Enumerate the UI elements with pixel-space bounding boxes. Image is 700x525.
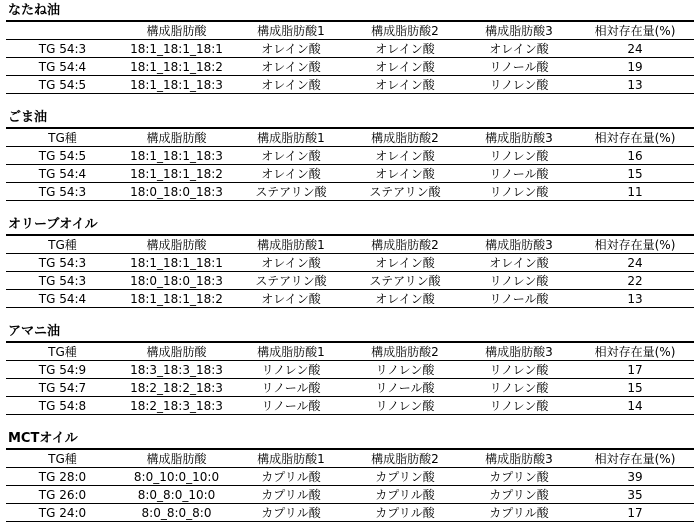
column-header: 相対存在量(%)	[576, 449, 694, 468]
oil-section	[6, 323, 694, 415]
column-header: 構成脂肪酸3	[462, 128, 576, 147]
column-header: 相対存在量(%)	[576, 128, 694, 147]
table-cell: リノール酸	[462, 290, 576, 308]
table-cell: リノール酸	[462, 165, 576, 183]
table-cell: カプリル酸	[462, 504, 576, 522]
table-cell: リノレン酸	[462, 361, 576, 379]
column-header: 構成脂肪酸	[119, 342, 234, 361]
table-cell: リノレン酸	[462, 183, 576, 201]
column-header: 構成脂肪酸	[119, 21, 234, 40]
table-cell: TG 54:8	[6, 397, 119, 415]
table-cell: 18:2_18:2_18:3	[119, 379, 234, 397]
table-cell: カプリル酸	[348, 504, 462, 522]
table-cell: TG 54:3	[6, 183, 119, 201]
header-row	[6, 449, 694, 468]
column-header: 構成脂肪酸2	[348, 128, 462, 147]
table-cell: オレイン酸	[234, 254, 348, 272]
header-row	[6, 342, 694, 361]
table-cell: TG 54:3	[6, 40, 119, 58]
table-cell: 14	[576, 397, 694, 415]
triglyceride-table	[6, 448, 694, 522]
table-cell: リノール酸	[234, 379, 348, 397]
table-cell: 24	[576, 40, 694, 58]
table-cell: カプリン酸	[348, 468, 462, 486]
table-cell: 8:0_8:0_10:0	[119, 486, 234, 504]
oil-section	[6, 109, 694, 201]
table-cell: TG 54:4	[6, 58, 119, 76]
column-header: TG種	[6, 342, 119, 361]
table-cell: 11	[576, 183, 694, 201]
table-cell: オレイン酸	[462, 40, 576, 58]
column-header: 構成脂肪酸1	[234, 128, 348, 147]
table-cell: TG 24:0	[6, 504, 119, 522]
header-row	[6, 235, 694, 254]
table-cell: リノール酸	[462, 58, 576, 76]
table-cell: 15	[576, 379, 694, 397]
column-header: 構成脂肪酸3	[462, 342, 576, 361]
table-cell: 18:1_18:1_18:2	[119, 165, 234, 183]
table-cell: リノレン酸	[234, 361, 348, 379]
table-cell: 17	[576, 361, 694, 379]
column-header: 構成脂肪酸	[119, 449, 234, 468]
table-cell: ステアリン酸	[234, 183, 348, 201]
header-row	[6, 21, 694, 40]
table-cell: リノレン酸	[462, 272, 576, 290]
table-cell: カプリル酸	[234, 486, 348, 504]
table-cell: オレイン酸	[234, 290, 348, 308]
table-cell: 19	[576, 58, 694, 76]
table-cell: カプリン酸	[462, 468, 576, 486]
section-title: オリーブオイル	[8, 217, 98, 232]
table-cell: TG 54:5	[6, 147, 119, 165]
table-cell: オレイン酸	[234, 165, 348, 183]
table-cell: 8:0_8:0_8:0	[119, 504, 234, 522]
table-row	[6, 361, 694, 379]
column-header: 構成脂肪酸1	[234, 342, 348, 361]
table-cell: オレイン酸	[348, 76, 462, 94]
table-cell: 8:0_10:0_10:0	[119, 468, 234, 486]
table-cell: カプリン酸	[462, 486, 576, 504]
table-cell: 18:3_18:3_18:3	[119, 361, 234, 379]
table-row	[6, 183, 694, 201]
table-cell: 16	[576, 147, 694, 165]
section-title: なたね油	[8, 3, 61, 18]
table-row	[6, 58, 694, 76]
table-cell: リノール酸	[234, 397, 348, 415]
table-cell: オレイン酸	[348, 290, 462, 308]
section-title: ごま油	[8, 110, 48, 125]
column-header: 相対存在量(%)	[576, 235, 694, 254]
column-header: TG種	[6, 128, 119, 147]
table-row	[6, 504, 694, 522]
table-row	[6, 397, 694, 415]
table-row	[6, 147, 694, 165]
column-header: 構成脂肪酸3	[462, 235, 576, 254]
table-row	[6, 468, 694, 486]
column-header: 構成脂肪酸3	[462, 449, 576, 468]
table-cell: TG 26:0	[6, 486, 119, 504]
table-cell: 22	[576, 272, 694, 290]
table-cell: TG 54:9	[6, 361, 119, 379]
table-cell: リノレン酸	[348, 361, 462, 379]
column-header: 構成脂肪酸2	[348, 235, 462, 254]
column-header: 構成脂肪酸3	[462, 21, 576, 40]
oil-section	[6, 430, 694, 522]
table-cell: 18:1_18:1_18:3	[119, 147, 234, 165]
header-row	[6, 128, 694, 147]
table-row	[6, 272, 694, 290]
column-header	[6, 21, 119, 40]
table-cell: 35	[576, 486, 694, 504]
column-header: 構成脂肪酸2	[348, 449, 462, 468]
table-cell: 17	[576, 504, 694, 522]
table-cell: 18:1_18:1_18:3	[119, 76, 234, 94]
table-cell: 18:0_18:0_18:3	[119, 272, 234, 290]
column-header: 構成脂肪酸1	[234, 235, 348, 254]
table-row	[6, 76, 694, 94]
table-cell: TG 54:4	[6, 165, 119, 183]
table-cell: ステアリン酸	[348, 272, 462, 290]
table-cell: オレイン酸	[234, 76, 348, 94]
table-cell: TG 54:3	[6, 254, 119, 272]
column-header: 相対存在量(%)	[576, 342, 694, 361]
table-cell: 39	[576, 468, 694, 486]
section-title: MCTオイル	[8, 431, 78, 446]
table-cell: ステアリン酸	[234, 272, 348, 290]
table-row	[6, 40, 694, 58]
table-cell: オレイン酸	[234, 147, 348, 165]
table-cell: オレイン酸	[348, 147, 462, 165]
column-header: 構成脂肪酸1	[234, 21, 348, 40]
table-cell: 18:1_18:1_18:2	[119, 58, 234, 76]
column-header: 構成脂肪酸2	[348, 342, 462, 361]
column-header: 相対存在量(%)	[576, 21, 694, 40]
column-header: 構成脂肪酸2	[348, 21, 462, 40]
table-cell: リノレン酸	[462, 379, 576, 397]
table-cell: 15	[576, 165, 694, 183]
table-cell: リノレン酸	[462, 147, 576, 165]
column-header: 構成脂肪酸	[119, 128, 234, 147]
table-cell: リノール酸	[348, 379, 462, 397]
table-cell: 18:0_18:0_18:3	[119, 183, 234, 201]
table-cell: オレイン酸	[348, 165, 462, 183]
column-header: TG種	[6, 449, 119, 468]
triglyceride-table	[6, 127, 694, 201]
table-cell: リノレン酸	[462, 397, 576, 415]
table-cell: オレイン酸	[348, 254, 462, 272]
table-row	[6, 165, 694, 183]
table-cell: 18:2_18:3_18:3	[119, 397, 234, 415]
column-header: 構成脂肪酸1	[234, 449, 348, 468]
table-cell: オレイン酸	[462, 254, 576, 272]
table-cell: 18:1_18:1_18:1	[119, 254, 234, 272]
table-cell: カプリル酸	[348, 486, 462, 504]
table-row	[6, 379, 694, 397]
column-header: 構成脂肪酸	[119, 235, 234, 254]
table-cell: オレイン酸	[234, 40, 348, 58]
triglyceride-table	[6, 234, 694, 308]
oil-section	[6, 2, 694, 94]
triglyceride-table	[6, 20, 694, 94]
table-cell: リノレン酸	[348, 397, 462, 415]
table-cell: リノレン酸	[462, 76, 576, 94]
table-cell: オレイン酸	[234, 58, 348, 76]
table-cell: TG 54:7	[6, 379, 119, 397]
oil-section	[6, 216, 694, 308]
column-header: TG種	[6, 235, 119, 254]
table-row	[6, 486, 694, 504]
table-cell: TG 28:0	[6, 468, 119, 486]
table-row	[6, 290, 694, 308]
table-cell: ステアリン酸	[348, 183, 462, 201]
table-cell: TG 54:4	[6, 290, 119, 308]
table-cell: TG 54:3	[6, 272, 119, 290]
table-row	[6, 254, 694, 272]
table-cell: 13	[576, 76, 694, 94]
table-cell: 18:1_18:1_18:1	[119, 40, 234, 58]
table-cell: 13	[576, 290, 694, 308]
table-cell: カプリル酸	[234, 504, 348, 522]
table-cell: オレイン酸	[348, 40, 462, 58]
table-cell: 24	[576, 254, 694, 272]
triglyceride-table	[6, 341, 694, 415]
table-cell: カプリル酸	[234, 468, 348, 486]
table-cell: オレイン酸	[348, 58, 462, 76]
table-cell: TG 54:5	[6, 76, 119, 94]
section-title: アマニ油	[8, 324, 61, 339]
table-cell: 18:1_18:1_18:2	[119, 290, 234, 308]
